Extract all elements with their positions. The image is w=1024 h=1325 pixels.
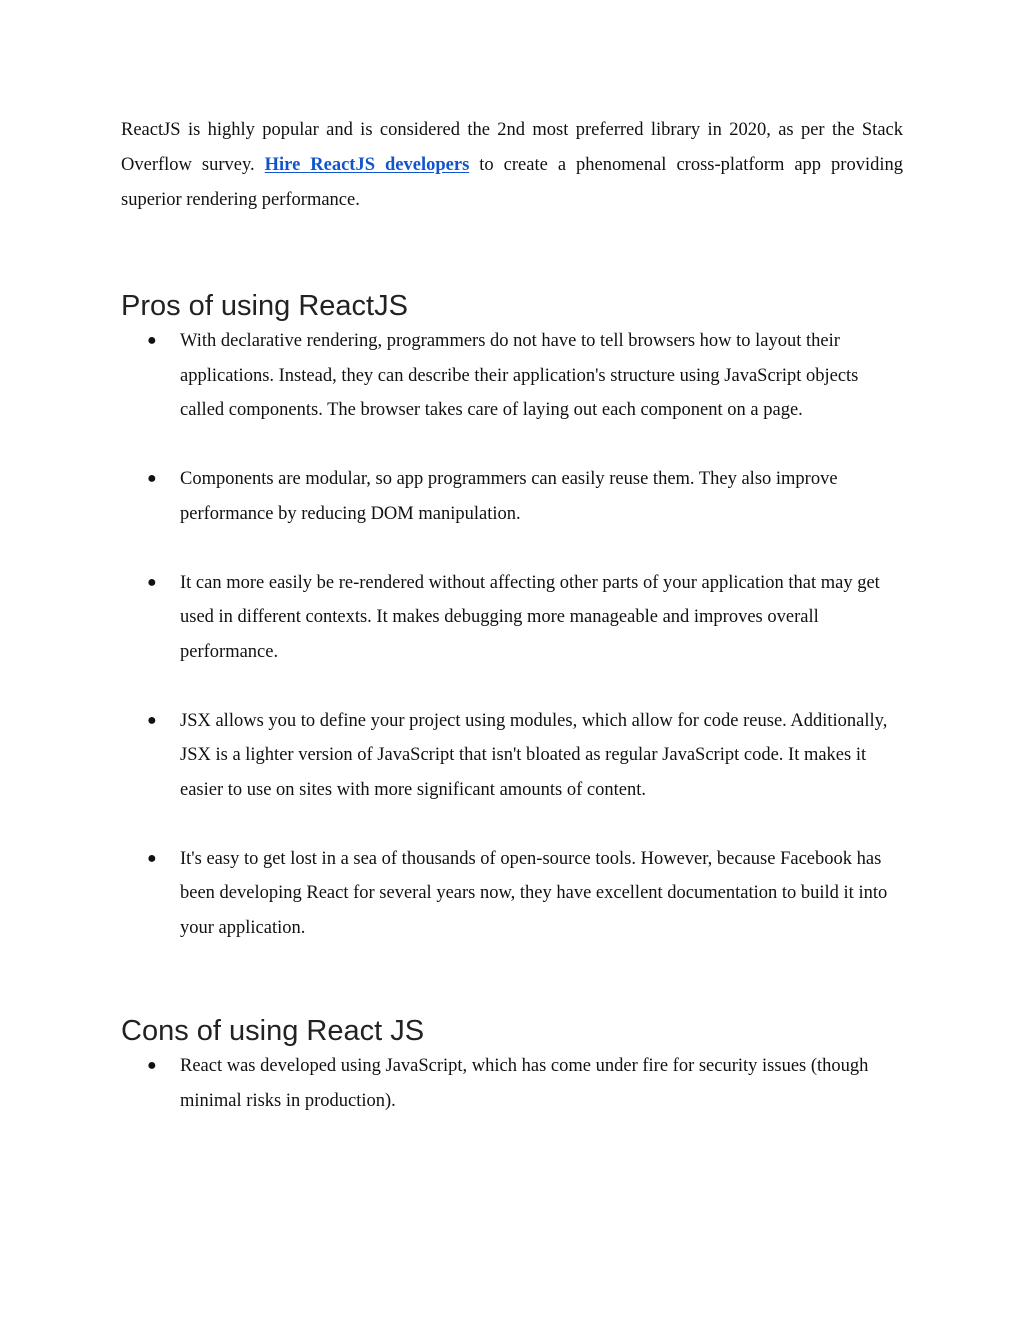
intro-text-after: to create a phenomenal cross-platform app providing superior rendering performance. xyxy=(121,155,903,210)
pros-item-text: With declarative rendering, programmers do not have to tell browsers how to layout their applications. Instead, they can describe their application's structure using JavaScript objects called components. The browser takes care of laying out each component on a page. xyxy=(180,331,859,421)
pros-list-item xyxy=(121,324,903,428)
cons-list xyxy=(121,1049,903,1118)
pros-list-item xyxy=(121,704,903,808)
pros-heading: Pros of using ReactJS xyxy=(121,290,408,322)
bullet-icon: ● xyxy=(147,332,157,349)
bullet-icon: ● xyxy=(147,711,157,729)
hire-reactjs-developers-link[interactable]: Hire ReactJS developers xyxy=(264,155,470,175)
intro-text-before: ReactJS is highly popular and is considered the 2nd most preferred library in 2020, as per the Stack Overflow survey. xyxy=(121,120,903,175)
bullet-icon: ● xyxy=(147,1056,157,1074)
pros-item-text: It can more easily be re-rendered without affecting other parts of your application that may get used in different contexts. It makes debugging more manageable and improves overall performance. xyxy=(180,572,880,662)
pros-item-text: Components are modular, so app programmers can easily reuse them. They also improve performance by reducing DOM manipulation. xyxy=(180,469,838,524)
bullet-icon: ● xyxy=(147,573,157,591)
cons-heading: Cons of using React JS xyxy=(121,1014,425,1047)
intro-paragraph xyxy=(121,113,903,218)
document-page xyxy=(121,113,903,1118)
pros-item-text: JSX allows you to define your project using modules, which allow for code reuse. Additionally, JSX is a lighter version of JavaScript that isn't bloated as regular JavaScript code. It makes it easier to use on sites with more significant amounts of content. xyxy=(180,710,888,801)
pros-item-text: It's easy to get lost in a sea of thousands of open-source tools. However, because Facebook has been developing React for several years now, they have excellent documentation to build it into your application. xyxy=(180,848,888,939)
cons-list-item xyxy=(121,1049,903,1118)
bullet-icon: ● xyxy=(147,849,157,867)
pros-list-item xyxy=(121,566,903,670)
pros-list-item xyxy=(121,842,903,946)
cons-item-text: React was developed using JavaScript, which has come under fire for security issues (though minimal risks in production). xyxy=(180,1055,869,1111)
pros-list-item xyxy=(121,462,903,531)
pros-list xyxy=(121,324,903,946)
bullet-icon: ● xyxy=(147,470,157,488)
